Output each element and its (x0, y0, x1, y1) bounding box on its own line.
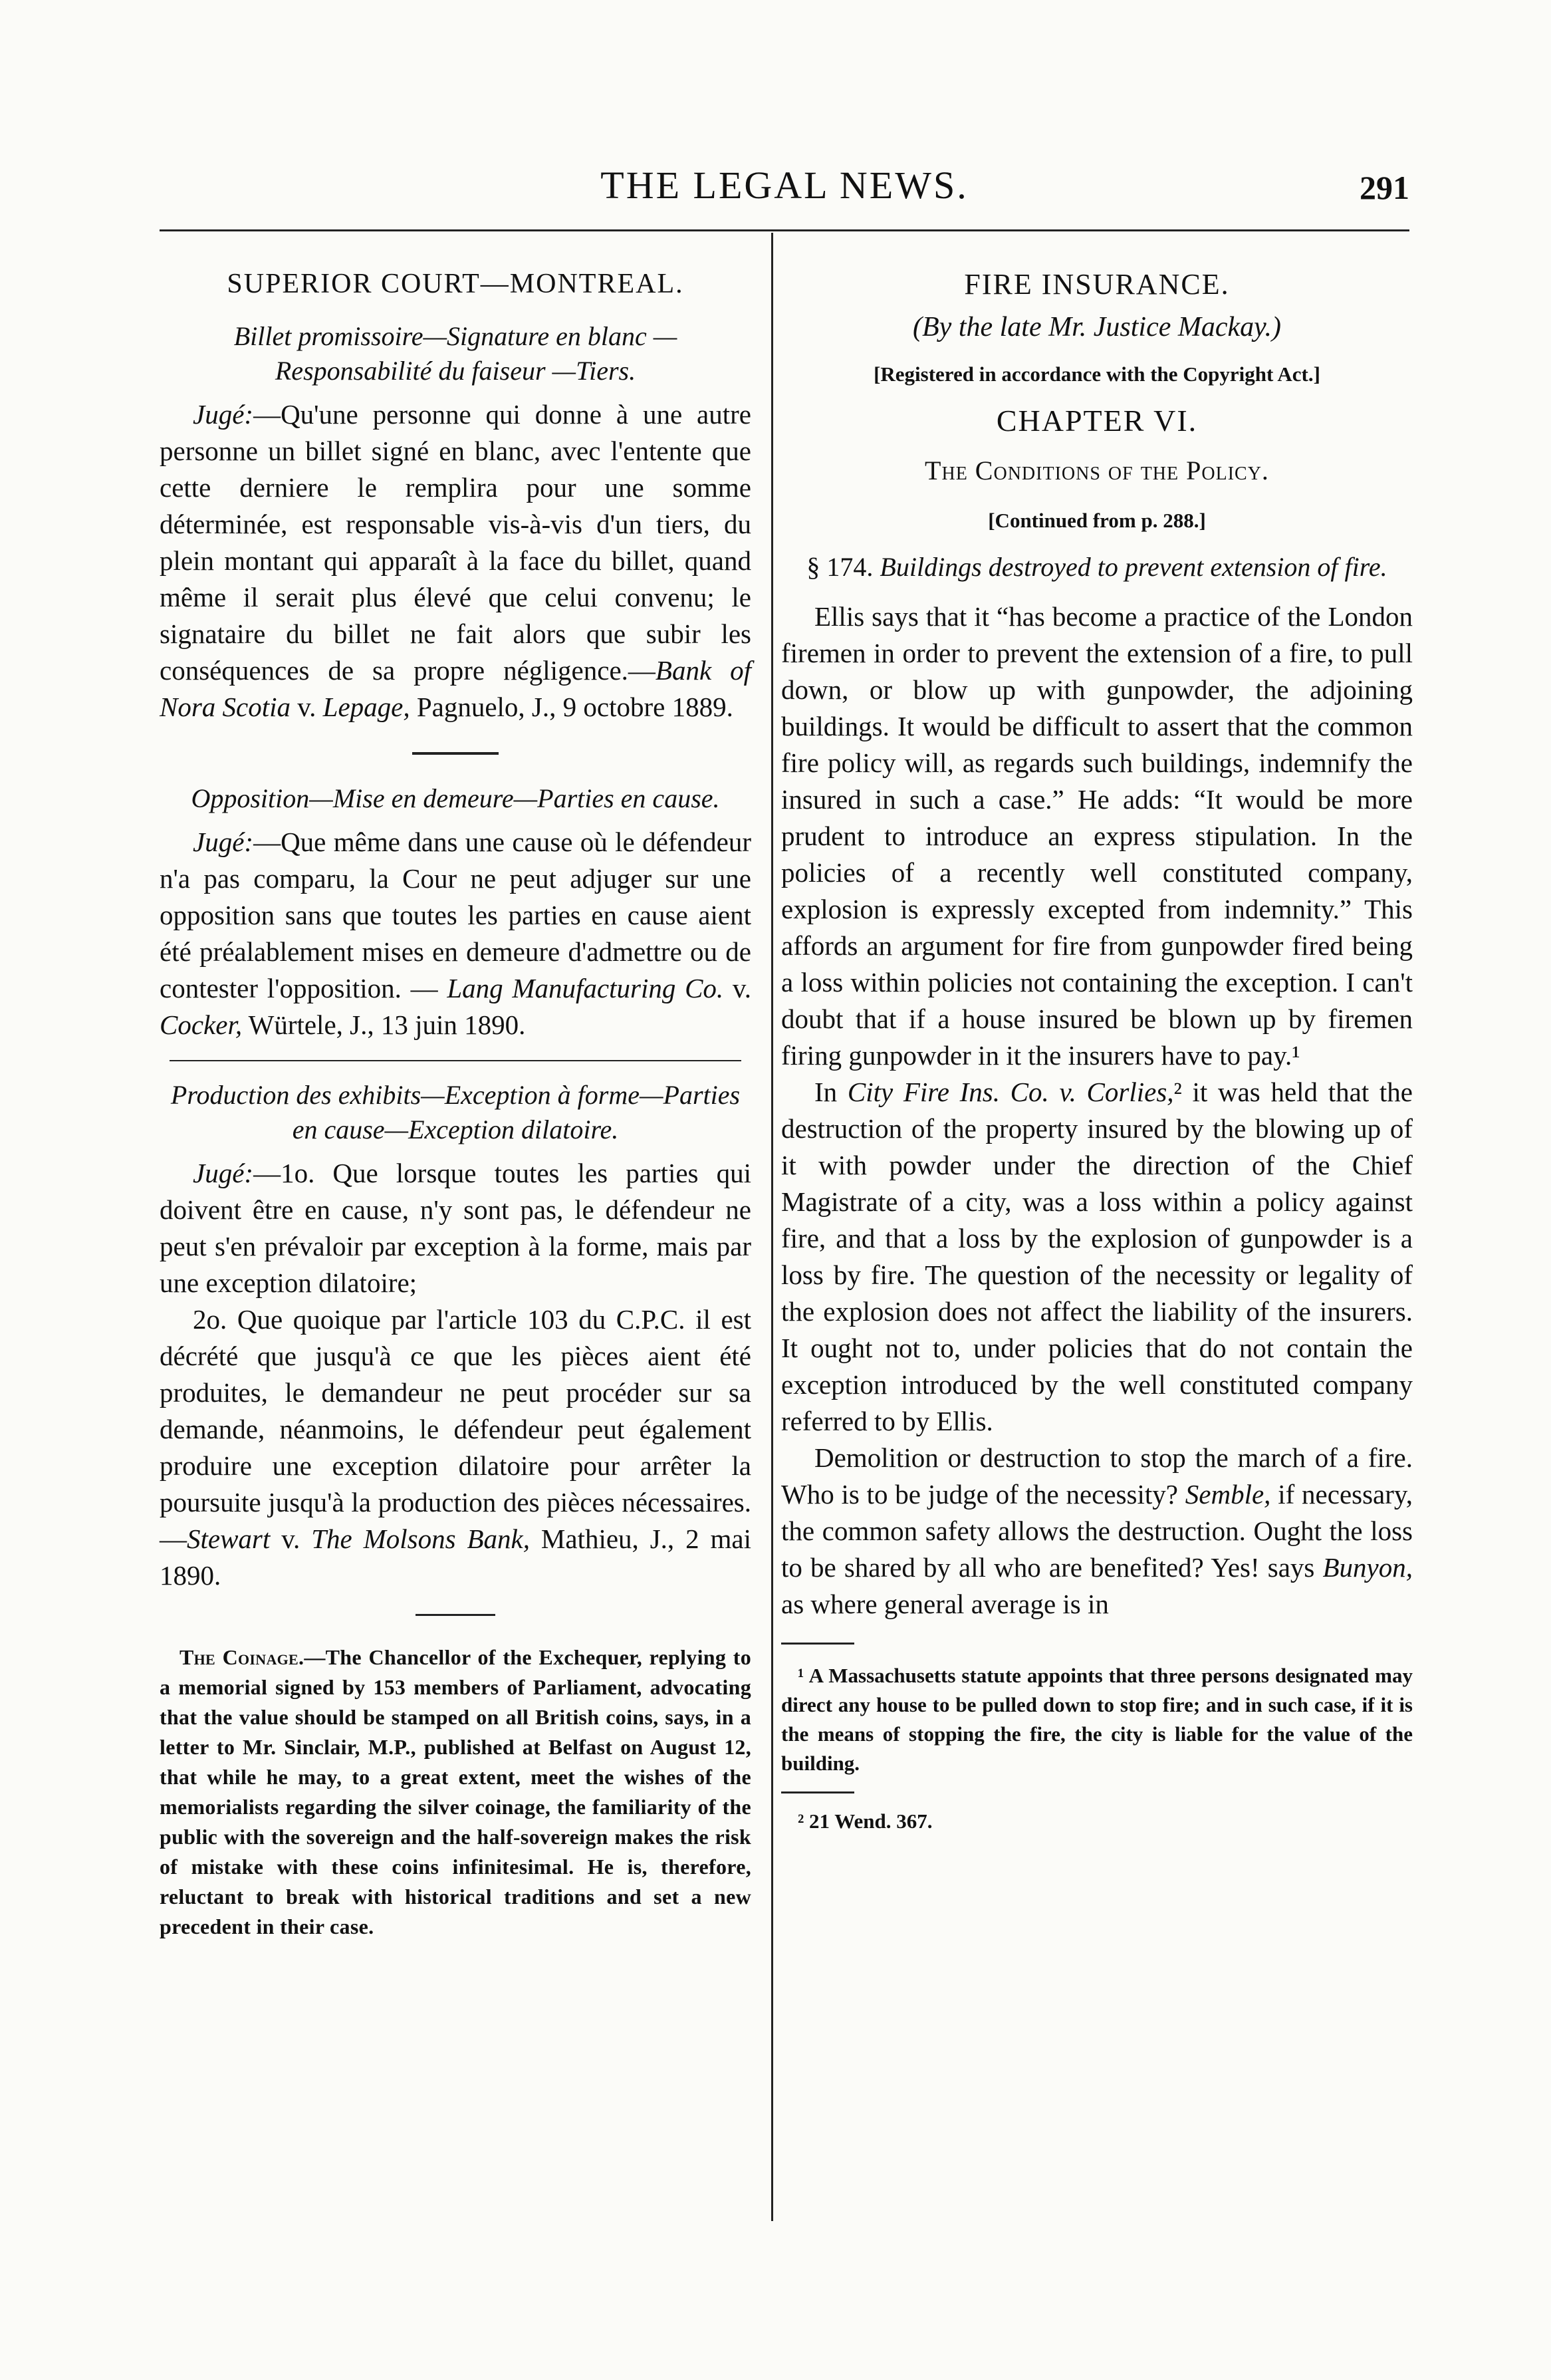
case1-citation: Pagnuelo, J., 9 octobre 1889. (410, 692, 733, 722)
case1-body: —Qu'une personne qui donne à une autre personne un billet signé en blanc, avec l'entente que cette derniere le remplira pour une somme déterminée, est responsable vis-à-vis d'un tiers, du plein montant qui apparaît à la face du billet, quand même il serait plus élevé que celui convenu; le signataire du billet ne fait alors que subir les conséquences de sa propre négligence.— (160, 399, 751, 686)
case1-text (160, 396, 751, 726)
case2-party1: Lang Manufacturing Co. (447, 973, 724, 1003)
case3-party2: The Molsons Bank, (311, 1523, 530, 1554)
case3-party1: Stewart (187, 1523, 271, 1554)
juge-label: Jugé: (193, 827, 254, 857)
header-rule (160, 229, 1409, 231)
case3-heading: Production des exhibits—Exception à forme—Parties en cause—Exception dilatoire. (170, 1080, 741, 1144)
case1-party2: Lepage, (322, 692, 410, 722)
footnote-rule (781, 1643, 854, 1645)
separator (170, 1060, 741, 1061)
para3-a: Demolition or destruction to stop the march of a fire. Who is to be judge of the necessity? (781, 1442, 1413, 1510)
juge-label: Jugé: (193, 399, 254, 430)
para3-bunyon: Bunyon, (1322, 1552, 1413, 1583)
right-column (781, 253, 1413, 1836)
column-divider (771, 233, 773, 2221)
case3-v: v. (270, 1523, 312, 1554)
para3-c: as where general average is in (781, 1589, 1109, 1619)
case2-party2: Cocker, (160, 1009, 243, 1040)
para3-b: if necessary, the common safety allows the destruction. Ought the loss to be shared by all who are benefited? Yes! says (781, 1479, 1413, 1583)
case2-citation: Würtele, J., 13 juin 1890. (242, 1009, 526, 1040)
paragraph-3 (781, 1440, 1413, 1623)
article-byline: (By the late Mr. Justice Mackay.) (913, 312, 1281, 342)
page-header (160, 163, 1409, 209)
case3-text-1 (160, 1155, 751, 1301)
case3-text-2 (160, 1301, 751, 1594)
copyright-notice: [Registered in accordance with the Copyright Act.] (874, 362, 1320, 386)
separator (416, 1614, 495, 1616)
coinage-note-text: —The Chancellor of the Exchequer, replying to a memorial signed by 153 members of Parliament, advocating that the value should be stamped on all British coins, says, in a letter to Mr. Sinclair, M.P., published at Belfast on August 12, that while he may, to a great extent, meet the wishes of the memorialists regarding the silver coinage, the familiarity of the public with the sovereign and the half-sovereign makes the risk of mistake with these coins infinitesimal. He is, therefore, reluctant to break with historical traditions and set a new precedent in their case. (160, 1645, 752, 1938)
case3-body2: 2o. Que quoique par l'article 103 du C.P.C. il est décrété que jusqu'à ce que les pièces aient été produites, le demandeur ne peut procéder sur sa demande, néanmoins, le défendeur peut également produire une exception dilatoire pour arrêter la poursuite jusqu'à la production des pièces nécessaires. — (160, 1304, 751, 1554)
chapter-subtitle: The Conditions of the Policy. (925, 456, 1269, 485)
page-number: 291 (1360, 169, 1409, 206)
separator (412, 752, 499, 755)
footnote-1: ¹ A Massachusetts statute appoints that three persons designated may direct any house to be pulled down to stop fire; and in such case, if it is the means of stopping the fire, the city is liable for the value of the building. (781, 1664, 1413, 1775)
case2-v: v. (723, 973, 751, 1003)
case1-party1: Bank of Nora Scotia (160, 655, 751, 722)
chapter-heading: CHAPTER VI. (996, 404, 1198, 438)
court-heading: SUPERIOR COURT—MONTREAL. (227, 269, 684, 299)
juge-label: Jugé: (193, 1158, 254, 1188)
para2-case: City Fire Ins. Co. v. Corlies, (847, 1077, 1174, 1107)
footnote-rule (781, 1791, 854, 1793)
section-number: § 174. (806, 552, 874, 582)
left-column (160, 253, 751, 1942)
continued-notice: [Continued from p. 288.] (988, 509, 1206, 532)
case3-body1: —1o. Que lorsque toutes les parties qui doivent être en cause, n'y sont pas, le défendeur ne peut s'en prévaloir par exception à la forme, mais par une exception dilatoire; (160, 1158, 751, 1298)
coinage-note (160, 1643, 751, 1942)
case1-v: v. (291, 692, 323, 722)
journal-title: THE LEGAL NEWS. (600, 164, 969, 207)
paragraph-1: Ellis says that it “has become a practice of the London firemen in order to prevent the extension of a fire, to pull down, or blow up with gunpowder, the adjoining buildings. It would be difficult to assert that the common fire policy will, as regards such buildings, indemnify the insured in such a case.” He adds: “It would be more prudent to introduce an express stipulation. In the policies of a recently well constituted company, explosion is expressly excepted from indemnity.” This affords an argument for fire from gunpowder fired being a loss within policies not containing the exception. I can't doubt that if a house insured be blown up by firemen firing gunpowder in it the insurers have to pay.¹ (781, 601, 1413, 1071)
para3-semble: Semble, (1185, 1479, 1271, 1510)
section-title: Buildings destroyed to prevent extension of fire. (880, 552, 1387, 582)
case2-heading: Opposition—Mise en demeure—Parties en cause. (191, 783, 720, 813)
para2-start: In (814, 1077, 848, 1107)
coinage-note-lead: The Coinage. (179, 1645, 304, 1669)
para2-body: ² it was held that the destruction of the property insured by the blowing up of it with powder under the direction of the Chief Magistrate of a city, was a loss within a policy against fire, and that a loss by the explosion of gunpowder is a loss by fire. The question of the necessity or legality of the explosion does not affect the liability of the insurers. It ought not to, under policies that do not contain the exception introduced by the well constituted company referred to by Ellis. (781, 1077, 1413, 1436)
article-title: FIRE INSURANCE. (964, 268, 1230, 301)
case1-heading: Billet promissoire—Signature en blanc —Responsabilité du faiseur —Tiers. (233, 321, 677, 386)
footnote-2: ² 21 Wend. 367. (798, 1809, 933, 1833)
paragraph-2 (781, 1074, 1413, 1440)
case2-body: —Que même dans une cause où le défendeur n'a pas comparu, la Cour ne peut adjuger sur une opposition sans que toutes les parties en cause aient été préalablement mises en demeure d'admettre ou de contester l'opposition. — (160, 827, 751, 1003)
section-heading (781, 549, 1413, 585)
case2-text (160, 824, 751, 1043)
case3-citation: Mathieu, J., 2 mai 1890. (160, 1523, 751, 1591)
